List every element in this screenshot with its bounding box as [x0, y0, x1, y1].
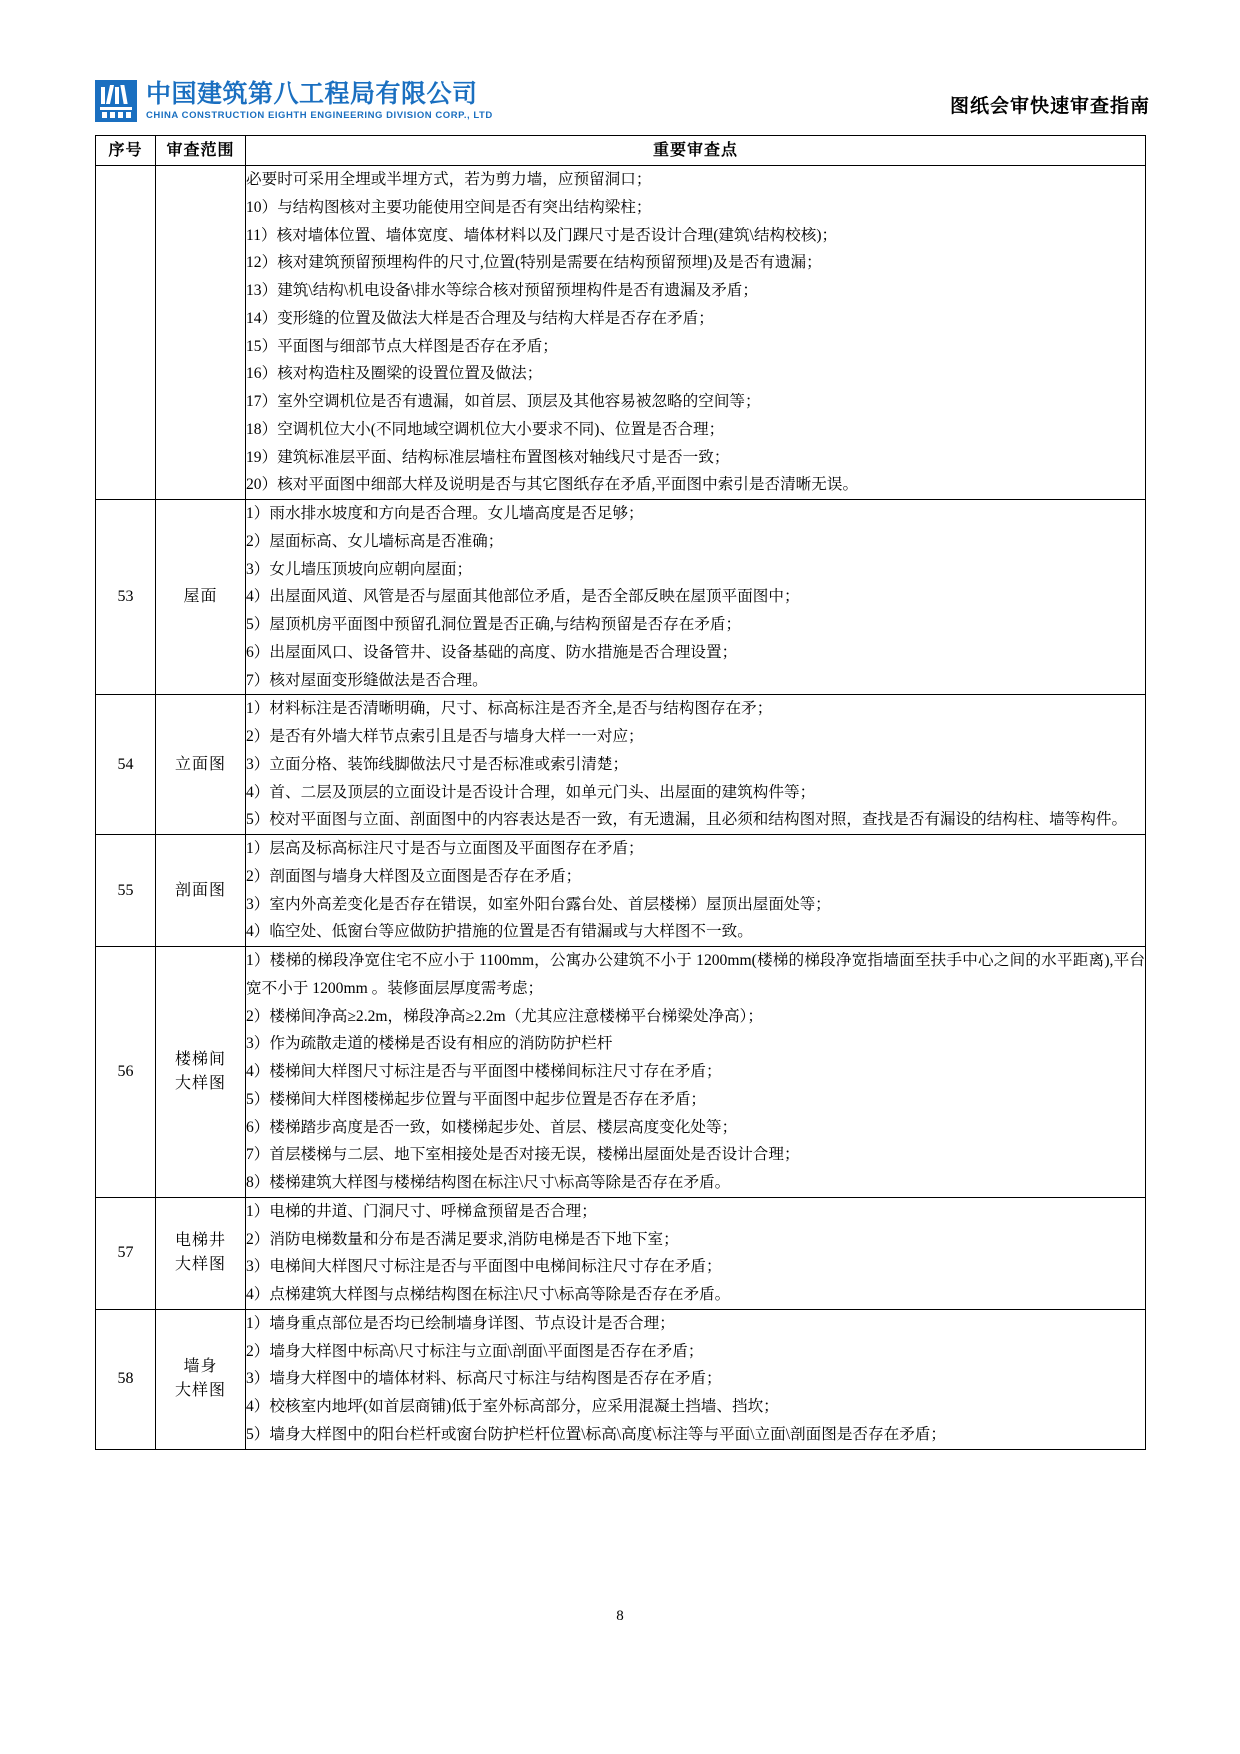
review-point-item: 4）校核室内地坪(如首层商铺)低于室外标高部分，应采用混凝土挡墙、挡坎；	[246, 1398, 779, 1415]
cell-review-scope	[156, 166, 246, 500]
review-point-item: 4）临空处、低窗台等应做防护措施的位置是否有错漏或与大样图不一致。	[246, 923, 753, 941]
review-point-item: 13）建筑\结构\机电设备\排水等综合核对预留预埋构件是否有遗漏及矛盾；	[246, 282, 758, 299]
table-body	[96, 166, 1146, 1450]
review-point-item: 20）核对平面图中细部大样及说明是否与其它图纸存在矛盾,平面图中索引是否清晰无误。	[246, 476, 859, 494]
col-header-scope: 审查范围	[156, 136, 246, 166]
review-point-item: 5）楼梯间大样图楼梯起步位置与平面图中起步位置是否存在矛盾；	[246, 1090, 707, 1108]
review-point-item: 4）首、二层及顶层的立面设计是否设计合理，如单元门头、出屋面的建筑构件等；	[246, 783, 816, 801]
review-scope-line: 大样图	[174, 1256, 226, 1274]
review-point-item: 16）核对构造柱及圈梁的设置位置及做法；	[246, 365, 543, 383]
review-point-item: 1）层高及标高标注尺寸是否与立面图及平面图存在矛盾；	[246, 840, 644, 857]
cell-review-scope	[156, 1197, 246, 1309]
review-point-item: 1）楼梯的梯段净宽住宅不应小于 1100mm，公寓办公建筑不小于 1200mm(楼梯的梯段净宽指墙面至扶手中心之间的水平距离),平台宽不小于 1200mm 。装修面层厚度需考虑；	[246, 952, 1145, 997]
company-logo	[95, 80, 493, 122]
review-point-item: 3）电梯间大样图尺寸标注是否与平面图中电梯间标注尺寸存在矛盾；	[246, 1258, 722, 1276]
cell-sequence-number: 55	[96, 835, 156, 947]
review-scope-line: 立面图	[174, 755, 226, 773]
review-point-item: 3）立面分格、装饰线脚做法尺寸是否标准或索引清楚；	[246, 755, 629, 773]
review-scope-line: 大样图	[174, 1382, 226, 1400]
review-point-item: 15）平面图与细部节点大样图是否存在矛盾；	[246, 337, 558, 355]
cell-review-points	[246, 695, 1146, 835]
review-point-item: 6）楼梯踏步高度是否一致，如楼梯起步处、首层、楼层高度变化处等；	[246, 1118, 738, 1136]
company-name-cn: 中国建筑第八工程局有限公司	[146, 80, 478, 109]
review-point-item: 必要时可采用全埋或半埋方式，若为剪力墙，应预留洞口；	[246, 171, 652, 188]
review-point-item: 3）作为疏散走道的楼梯是否设有相应的消防防护栏杆	[246, 1035, 613, 1053]
cell-review-points	[246, 1197, 1146, 1309]
review-point-item: 1）电梯的井道、门洞尺寸、呼梯盒预留是否合理；	[246, 1202, 597, 1220]
review-point-item: 1）雨水排水坡度和方向是否合理。女儿墙高度是否足够；	[246, 505, 644, 522]
review-point-item: 2）屋面标高、女儿墙标高是否准确；	[246, 532, 504, 550]
cell-sequence-number: 58	[96, 1309, 156, 1449]
cell-review-points	[246, 835, 1146, 947]
table-row	[96, 1197, 1146, 1309]
review-point-item: 14）变形缝的位置及做法大样是否合理及与结构大样是否存在矛盾；	[246, 309, 714, 327]
cell-sequence-number: 57	[96, 1197, 156, 1309]
review-point-item: 5）屋顶机房平面图中预留孔洞位置是否正确,与结构预留是否存在矛盾；	[246, 616, 742, 633]
review-point-item: 18）空调机位大小(不同地域空调机位大小要求不同)、位置是否合理；	[246, 420, 725, 438]
review-point-item: 19）建筑标准层平面、结构标准层墙柱布置图核对轴线尺寸是否一致；	[246, 448, 730, 466]
cell-review-points	[246, 947, 1146, 1198]
cell-review-scope	[156, 835, 246, 947]
cell-review-scope	[156, 695, 246, 835]
review-point-item: 7）核对屋面变形缝做法是否合理。	[246, 671, 488, 689]
cell-sequence-number: 54	[96, 695, 156, 835]
review-point-item: 7）首层楼梯与二层、地下室相接处是否对接无误，楼梯出屋面处是否设计合理；	[246, 1146, 800, 1164]
table-row	[96, 835, 1146, 947]
review-point-item: 3）女儿墙压顶坡向应朝向屋面；	[246, 560, 473, 578]
review-point-item: 5）墙身大样图中的阳台栏杆或窗台防护栏杆位置\标高\高度\标注等与平面\立面\剖面图是否存在矛盾；	[246, 1425, 946, 1443]
review-scope-line: 墙身	[183, 1358, 218, 1376]
review-point-item: 4）楼梯间大样图尺寸标注是否与平面图中楼梯间标注尺寸存在矛盾；	[246, 1063, 722, 1080]
review-point-item: 11）核对墙体位置、墙体宽度、墙体材料以及门踝尺寸是否设计合理(建筑\结构校核)；	[246, 226, 838, 244]
review-point-item: 3）室内外高差变化是否存在错误，如室外阳台露台处、首层楼梯）屋顶出屋面处等；	[246, 895, 831, 913]
review-scope-line: 屋面	[183, 588, 218, 606]
col-header-points: 重要审查点	[246, 136, 1146, 166]
table-row	[96, 947, 1146, 1198]
cell-sequence-number: 56	[96, 947, 156, 1198]
review-point-item: 1）材料标注是否清晰明确，尺寸、标高标注是否齐全,是否与结构图存在矛；	[246, 700, 773, 718]
page-header	[95, 60, 1150, 126]
cell-sequence-number: 53	[96, 500, 156, 695]
review-scope-line: 电梯井	[174, 1232, 226, 1250]
review-point-item: 4）出屋面风道、风管是否与屋面其他部位矛盾，是否全部反映在屋顶平面图中；	[246, 588, 800, 606]
review-point-item: 6）出屋面风口、设备管井、设备基础的高度、防水措施是否合理设置；	[246, 643, 738, 661]
review-point-item: 2）消防电梯数量和分布是否满足要求,消防电梯是否下地下室；	[246, 1230, 679, 1248]
review-points-table	[95, 135, 1146, 1450]
cell-sequence-number	[96, 166, 156, 500]
review-point-item: 2）剖面图与墙身大样图及立面图是否存在矛盾；	[246, 867, 582, 885]
review-point-item: 4）点梯建筑大样图与点梯结构图在标注\尺寸\标高等除是否存在矛盾。	[246, 1286, 731, 1303]
cell-review-points	[246, 500, 1146, 695]
review-scope-line: 大样图	[174, 1074, 226, 1092]
company-name-block	[146, 81, 493, 120]
table-header-row	[96, 136, 1146, 166]
review-point-item: 2）楼梯间净高≥2.2m，梯段净高≥2.2m（尤其应注意楼梯平台梯梁处净高）；	[246, 1007, 763, 1025]
document-title: 图纸会审快速审查指南	[949, 96, 1150, 117]
col-header-no: 序号	[96, 136, 156, 166]
review-point-item: 2）是否有外墙大样节点索引且是否与墙身大样一一对应；	[246, 728, 644, 745]
cell-review-scope	[156, 500, 246, 695]
table-header	[96, 136, 1146, 166]
review-point-item: 10）与结构图核对主要功能使用空间是否有突出结构梁柱；	[246, 198, 652, 216]
table-row	[96, 500, 1146, 695]
review-scope-line: 楼梯间	[174, 1050, 226, 1068]
table-row	[96, 1309, 1146, 1449]
company-name-en: CHINA CONSTRUCTION EIGHTH ENGINEERING DIVISION CORP., LTD	[146, 109, 493, 121]
cell-review-scope	[156, 947, 246, 1198]
review-point-item: 5）校对平面图与立面、剖面图中的内容表达是否一致，有无遗漏，且必须和结构图对照，查找是否有漏设的结构柱、墙等构件。	[246, 811, 1128, 829]
review-point-item: 1）墙身重点部位是否均已绘制墙身详图、节点设计是否合理；	[246, 1314, 675, 1332]
page-number: 8	[616, 1608, 624, 1624]
cell-review-points	[246, 166, 1146, 500]
cell-review-scope	[156, 1309, 246, 1449]
review-point-item: 17）室外空调机位是否有遗漏，如首层、顶层及其他容易被忽略的空间等；	[246, 393, 761, 410]
cell-review-points	[246, 1309, 1146, 1449]
review-point-item: 3）墙身大样图中的墙体材料、标高尺寸标注与结构图是否存在矛盾；	[246, 1370, 722, 1388]
cscec-logo-icon	[95, 80, 137, 122]
review-point-item: 8）楼梯建筑大样图与楼梯结构图在标注\尺寸\标高等除是否存在矛盾。	[246, 1174, 731, 1191]
table-row	[96, 695, 1146, 835]
table-row	[96, 166, 1146, 500]
review-point-item: 2）墙身大样图中标高\尺寸标注与立面\剖面\平面图是否存在矛盾；	[246, 1342, 704, 1360]
review-scope-line: 剖面图	[174, 881, 226, 899]
review-point-item: 12）核对建筑预留预埋构件的尺寸,位置(特别是需要在结构预留预埋)及是否有遗漏；	[246, 254, 822, 272]
